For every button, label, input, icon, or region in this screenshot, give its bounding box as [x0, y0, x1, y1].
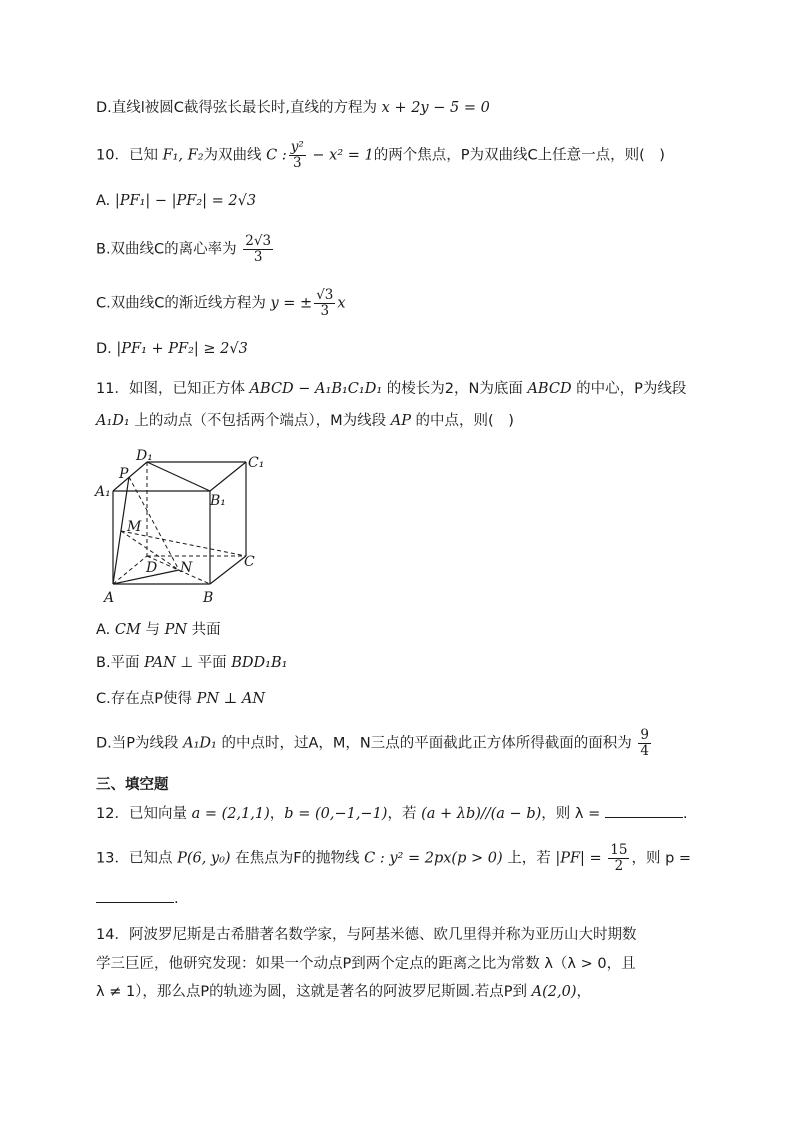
edge-d1b1 [147, 462, 210, 491]
q14-line2: 学三巨匠，他研究发现：如果一个动点P到两个定点的距离之比为常数 λ（λ > 0，且 [96, 956, 636, 972]
answer-blank-13[interactable] [96, 888, 174, 903]
area-fraction: $\frac{9}{4}$ [640, 727, 649, 759]
label-m: M [127, 519, 142, 535]
label-d1: D₁ [136, 448, 153, 464]
q13-blank-line: . [96, 888, 179, 910]
q14-line3: λ ≠ 1），那么点P的轨迹为圆，这就是著名的阿波罗尼斯圆.若点P到 A(2,0)， [96, 984, 591, 1000]
q11-stem-line2: A₁D₁ 上的动点（不包括两个端点），M为线段 AP 的中点，则( ) [96, 413, 514, 429]
pf-fraction: $\frac{15}{2}$ [610, 842, 628, 874]
label-p: P [119, 466, 129, 482]
label-b: B [203, 590, 214, 606]
q11-stem-line1: 11．如图，已知正方体 ABCD − A₁B₁C₁D₁ 的棱长为2，N为底面 ABCD 的中心，P为线段 [96, 381, 687, 397]
q11-option-c: C.存在点P使得 PN ⊥ AN [96, 691, 266, 707]
answer-blank-12[interactable] [605, 803, 683, 818]
label-a1: A₁ [95, 484, 111, 500]
q10-option-d: D. |PF₁ + PF₂| ≥ 2√3 [96, 341, 248, 357]
label-b1: B₁ [210, 493, 226, 509]
q10-option-a: A. |PF₁| − |PF₂| = 2√3 [96, 193, 257, 209]
edge-bc [210, 556, 246, 584]
cube-figure [92, 448, 272, 608]
q9-option-d: D.直线l被圆C截得弦长最长时,直线的方程为 x + 2y − 5 = 0 [96, 100, 490, 116]
q10-stem: 10．已知 F₁, F₂为双曲线 C : $\frac{\text{y²}}{3}$ − x² = 1的两个焦点，P为双曲线C上任意一点，则( ) [96, 139, 665, 171]
eccentricity-fraction: $\frac{2√3}{3}$ [245, 233, 272, 265]
q12: 12．已知向量 a = (2,1,1)，b = (0,−1,−1)，若 (a + λb)//(a − b)，则 λ = . [96, 803, 687, 825]
q11-option-d: D.当P为线段 A₁D₁ 的中点时，过A，M，N三点的平面截此正方体所得截面的面积为 $\frac{9}{4}$ [96, 727, 649, 759]
q10-fraction: $\frac{\text{y²}}{3}$ [290, 139, 304, 171]
label-a: A [104, 590, 115, 606]
label-c: C [244, 554, 255, 570]
q11-option-b: B.平面 PAN ⊥ 平面 BDD₁B₁ [96, 655, 288, 671]
q11-option-a: A. CM 与 PN 共面 [96, 622, 221, 638]
q13: 13．已知点 P(6, y₀) 在焦点为F的抛物线 C : y² = 2px(p > 0) 上，若 |PF| = $\frac{15}{2}$ ，则 p = [96, 842, 692, 874]
q10-option-c: C.双曲线C的渐近线方程为 y = ± $\frac{√3}{3}$ x [96, 287, 346, 319]
label-d: D [146, 560, 158, 576]
q10-option-b: B.双曲线C的离心率为 $\frac{2√3}{3}$ [96, 233, 272, 265]
edge-b1c1 [210, 462, 246, 491]
section-heading: 三、填空题 [96, 777, 169, 793]
asymptote-fraction: $\frac{√3}{3}$ [316, 287, 334, 319]
q14-line1: 14．阿波罗尼斯是古希腊著名数学家，与阿基米德、欧几里得并称为亚历山大时期数 [96, 927, 637, 943]
label-n: N [180, 560, 193, 576]
label-c1: C₁ [248, 455, 265, 471]
